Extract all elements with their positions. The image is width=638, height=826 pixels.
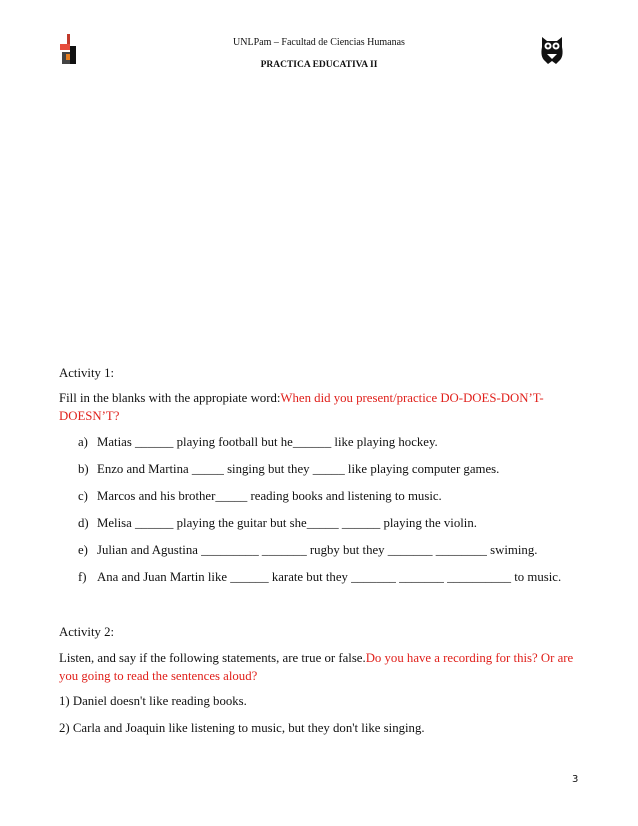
item-label: a) — [78, 435, 88, 449]
exercise-item-f — [78, 569, 561, 586]
item-text: Ana and Juan Martin like ______ karate but they _______ _______ __________ to music. — [97, 570, 562, 584]
activity2-comment-2: you going to read the sentences aloud? — [59, 669, 258, 683]
item-text: Julian and Agustina _________ _______ rugby but they _______ ________ swiming. — [97, 543, 538, 557]
activity1-comment-1: When did you present/practice DO-DOES-DON’T- — [280, 391, 544, 405]
activity2-instruction-line1 — [59, 650, 573, 667]
item-label: d) — [78, 516, 89, 530]
item-text: Enzo and Martina _____ singing but they _____ like playing computer games. — [97, 462, 500, 476]
activity2-title: Activity 2: — [59, 625, 115, 639]
exercise-item-d — [78, 515, 477, 532]
exercise-item-e — [78, 542, 537, 559]
activity2-instruction: Listen, and say if the following statements, are true or false. — [59, 651, 366, 665]
item-text: Marcos and his brother_____ reading books and listening to music. — [97, 489, 442, 503]
page-number: 3 — [572, 774, 579, 785]
item-text: Melisa ______ playing the guitar but she_____ ______ playing the violin. — [97, 516, 477, 530]
item-label: c) — [78, 489, 88, 503]
exercise-item-b — [78, 461, 499, 478]
exercise-item-a — [78, 434, 438, 451]
activity1-title: Activity 1: — [59, 366, 115, 380]
item-text: Matias ______ playing football but he______ like playing hockey. — [97, 435, 438, 449]
item-label: f) — [78, 570, 87, 584]
statement-2: 2) Carla and Joaquin like listening to music, but they don't like singing. — [59, 721, 425, 735]
activity1-comment-2: DOESN’T? — [59, 409, 120, 423]
statement-1: 1) Daniel doesn't like reading books. — [59, 694, 247, 708]
exercise-item-c — [78, 488, 442, 505]
header-institution: UNLPam – Facultad de Ciencias Humanas — [233, 37, 405, 48]
item-label: b) — [78, 462, 89, 476]
item-label: e) — [78, 543, 88, 557]
activity1-instruction: Fill in the blanks with the appropiate word: — [59, 391, 281, 405]
header-course: PRACTICA EDUCATIVA II — [260, 60, 378, 70]
owl-logo-icon — [539, 33, 565, 65]
activity1-instruction-line1 — [59, 390, 544, 407]
activity2-comment-1: Do you have a recording for this? Or are — [365, 651, 574, 665]
